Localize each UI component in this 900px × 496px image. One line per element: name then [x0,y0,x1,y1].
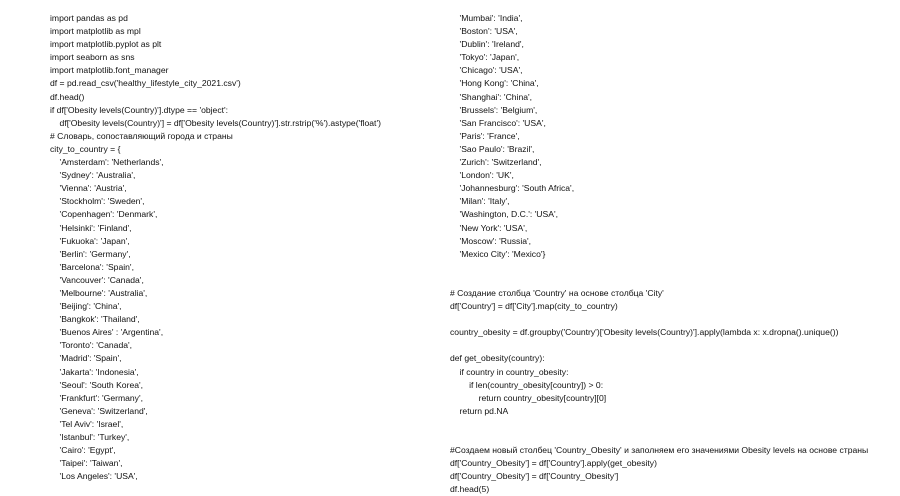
code-line: 'Bangkok': 'Thailand', [50,314,140,325]
code-line: 'Chicago': 'USA', [450,65,523,76]
code-line: 'Seoul': 'South Korea', [50,379,144,390]
code-line: 'Mexico City': 'Mexico'} [450,248,546,259]
code-line: 'Madrid': 'Spain', [50,353,122,364]
code-line: def get_obesity(country): [450,353,545,364]
code-line: 'Tokyo': 'Japan', [450,52,520,63]
code-line: # Словарь, сопоставляющий города и страны [50,130,233,141]
code-line [450,431,880,444]
code-line: import matplotlib.font_manager [50,65,169,76]
code-line: df['Country'] = df['City'].map(city_to_country) [450,301,618,312]
code-line: 'Berlin': 'Germany', [50,248,131,259]
code-line: 'Moscow': 'Russia', [450,235,532,246]
code-line: 'Hong Kong': 'China', [450,78,539,89]
code-line: 'Washington, D.C.': 'USA', [450,209,558,220]
code-line: import pandas as pd [50,13,128,23]
code-line: 'Paris': 'France', [450,130,520,141]
code-line: return country_obesity[country][0] [450,392,607,403]
code-line [450,418,880,431]
code-line [450,313,880,326]
code-line: 'Boston': 'USA', [450,26,518,37]
code-line: 'Toronto': 'Canada', [50,340,133,351]
code-line: df['Country_Obesity'] = df['Country_Obesity'] [450,471,619,482]
code-line: #Создаем новый столбец 'Country_Obesity' и заполняем его значениями Obesity levels на основе страны [450,445,869,456]
code-line: 'Los Angeles': 'USA', [50,471,138,482]
code-line: 'Beijing': 'China', [50,301,122,312]
code-line [450,274,880,287]
code-line: 'London': 'UK', [450,170,514,181]
code-line: if len(country_obesity[country]) > 0: [450,379,604,390]
code-line: if country in country_obesity: [450,366,569,377]
code-line: 'Brussels': 'Belgium', [450,104,538,115]
code-line [450,339,880,352]
code-line: # Создание столбца 'Country' на основе столбца 'City' [450,287,664,298]
code-line: df['Country_Obesity'] = df['Country'].apply(get_obesity) [450,458,657,469]
code-line: 'Mumbai': 'India', [450,13,523,23]
code-line: 'Zurich': 'Switzerland', [450,157,542,168]
code-line: df['Obesity levels(Country)'] = df['Obesity levels(Country)'].str.rstrip('%').astype('float') [50,117,381,128]
code-line: 'Copenhagen': 'Denmark', [50,209,158,220]
code-line: import matplotlib.pyplot as plt [50,39,162,50]
code-line: import matplotlib as mpl [50,26,141,37]
code-line: 'Johannesburg': 'South Africa', [450,183,575,194]
code-line: city_to_country = { [50,143,121,154]
code-line: 'Taipei': 'Taiwan', [50,458,123,469]
code-line: df.head() [50,91,85,102]
code-line: 'Dublin': 'Ireland', [450,39,524,50]
code-line: country_obesity = df.groupby('Country')['Obesity levels(Country)'].apply(lambda x: x.dropna().unique()) [450,327,839,338]
code-line: 'Vancouver': 'Canada', [50,274,144,285]
code-line: 'San Francisco': 'USA', [450,117,546,128]
code-line: 'Vienna': 'Austria', [50,183,127,194]
code-line: 'Sydney': 'Australia', [50,170,136,181]
code-line: 'Helsinki': 'Finland', [50,222,132,233]
code-line: 'Barcelona': 'Spain', [50,261,134,272]
code-line: 'Geneva': 'Switzerland', [50,405,148,416]
code-line: 'Buenos Aires' : 'Argentina', [50,327,164,338]
code-column-left [50,12,430,483]
code-line: if df['Obesity levels(Country)'].dtype == 'object': [50,104,229,115]
code-line: 'Shanghai': 'China', [450,91,533,102]
code-line: 'Fukuoka': 'Japan', [50,235,130,246]
code-line: 'Cairo': 'Egypt', [50,445,116,456]
code-line: 'New York': 'USA', [450,222,528,233]
code-line: df = pd.read_csv('healthy_lifestyle_city_2021.csv') [50,78,241,89]
code-line: 'Melbourne': 'Australia', [50,287,148,298]
code-line [450,261,880,274]
code-line: 'Tel Aviv': 'Israel', [50,418,124,429]
code-line: df.head(5) [450,484,490,495]
code-column-right [450,12,880,496]
code-line: 'Stockholm': 'Sweden', [50,196,145,207]
code-line: import seaborn as sns [50,52,135,63]
code-line: 'Amsterdam': 'Netherlands', [50,157,164,168]
code-line: 'Frankfurt': 'Germany', [50,392,143,403]
code-line: 'Milan': 'Italy', [450,196,510,207]
code-line: 'Istanbul': 'Turkey', [50,432,130,442]
code-line: 'Jakarta': 'Indonesia', [50,366,139,377]
code-line: 'Sao Paulo': 'Brazil', [450,143,535,154]
code-line: return pd.NA [450,405,509,416]
